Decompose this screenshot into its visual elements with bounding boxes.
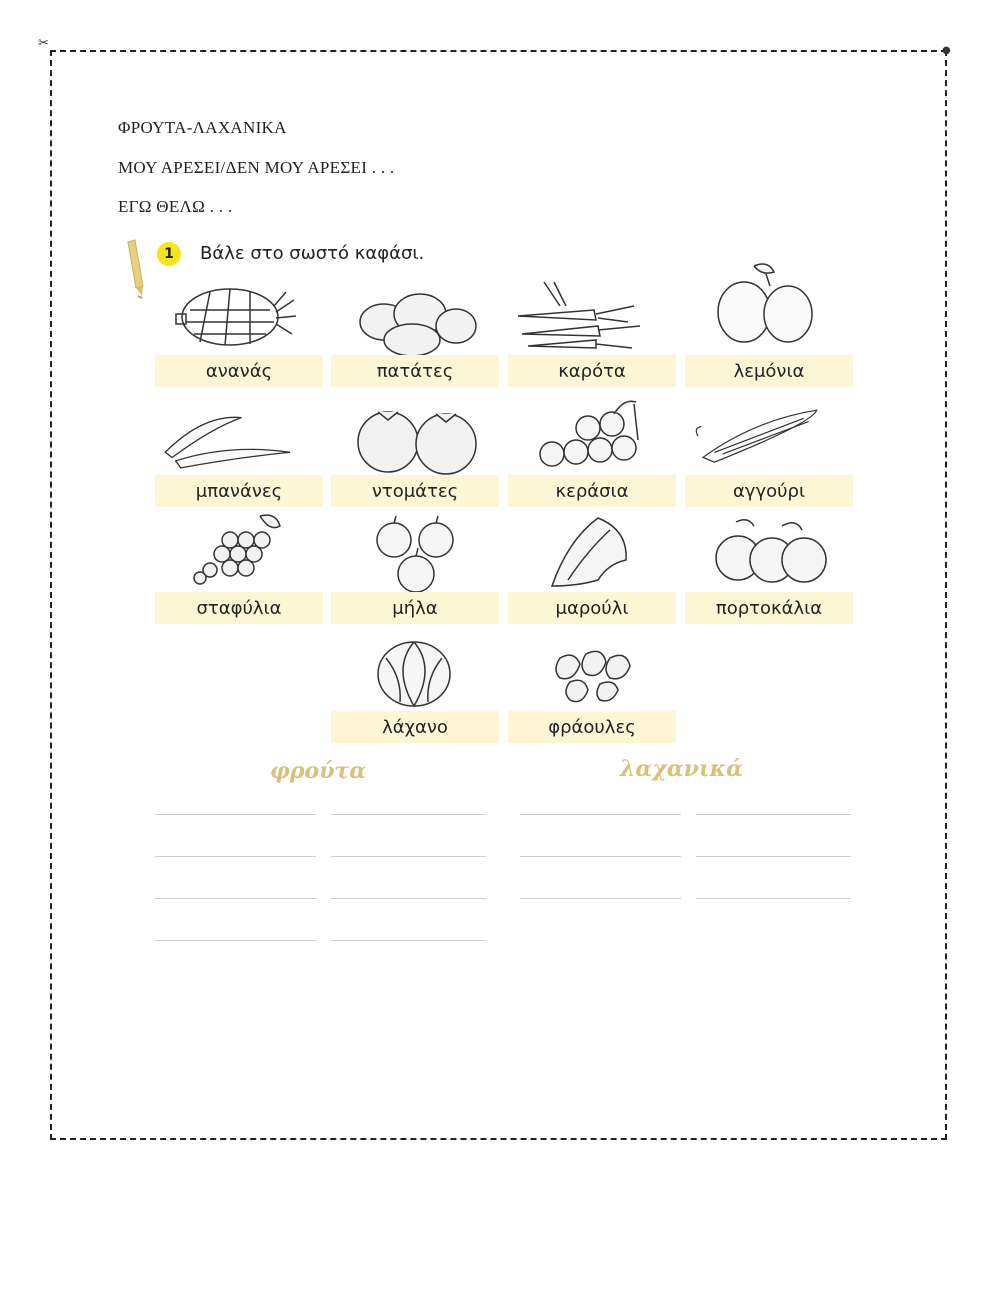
item-label-strawberries[interactable]: φράουλες [508, 711, 676, 743]
answer-line[interactable] [696, 814, 851, 815]
cherries-icon [524, 394, 654, 476]
pineapple-icon [170, 272, 300, 354]
exercise-number-badge: 1 [157, 242, 181, 266]
strawberries-icon [530, 628, 660, 710]
scissors-icon: ✂ [38, 36, 49, 51]
sheet-subtitle-likes: ΜΟΥ ΑΡΕΣΕΙ/ΔΕΝ ΜΟΥ ΑΡΕΣΕΙ . . . [118, 158, 395, 177]
item-label-cucumber[interactable]: αγγούρι [685, 475, 853, 507]
answer-line[interactable] [155, 940, 316, 941]
item-label-lettuce[interactable]: μαρούλι [508, 592, 676, 624]
item-label-oranges[interactable]: πορτοκάλια [685, 592, 853, 624]
answer-line[interactable] [155, 856, 316, 857]
pencil-icon [124, 238, 148, 304]
oranges-icon [706, 512, 836, 594]
lettuce-icon [528, 510, 658, 592]
carrots-icon [514, 276, 644, 358]
grapes-icon [180, 510, 310, 592]
answer-line[interactable] [155, 814, 316, 815]
exercise-instruction: Βάλε στο σωστό καφάσι. [200, 243, 425, 264]
cucumber-icon [690, 396, 820, 478]
answer-line[interactable] [520, 814, 681, 815]
item-label-pineapple[interactable]: ανανάς [155, 355, 323, 387]
apples-icon [352, 514, 482, 596]
item-label-cherries[interactable]: κεράσια [508, 475, 676, 507]
answer-line[interactable] [520, 898, 681, 899]
item-label-carrots[interactable]: καρότα [508, 355, 676, 387]
answer-line[interactable] [520, 856, 681, 857]
item-label-bananas[interactable]: μπανάνες [155, 475, 323, 507]
corner-mark-icon: ● [942, 45, 951, 56]
answer-line[interactable] [331, 898, 486, 899]
answer-line[interactable] [331, 856, 486, 857]
potatoes-icon [352, 280, 482, 362]
answer-line[interactable] [696, 898, 851, 899]
category-title-fruits: φρούτα [270, 758, 367, 784]
tomatoes-icon [352, 398, 482, 480]
sheet-title: ΦΡΟΥΤΑ-ΛΑΧΑΝΙΚΑ [118, 118, 287, 137]
item-label-potatoes[interactable]: πατάτες [331, 355, 499, 387]
bananas-icon [160, 400, 290, 482]
item-label-lemons[interactable]: λεμόνια [685, 355, 853, 387]
answer-line[interactable] [331, 814, 486, 815]
category-title-vegetables: λαχανικά [620, 756, 744, 782]
item-label-apples[interactable]: μήλα [331, 592, 499, 624]
sheet-subtitle-want: ΕΓΩ ΘΕΛΩ . . . [118, 197, 233, 216]
cabbage-icon [352, 628, 482, 710]
lemons-icon [706, 262, 836, 344]
item-label-tomatoes[interactable]: ντομάτες [331, 475, 499, 507]
item-label-cabbage[interactable]: λάχανο [331, 711, 499, 743]
answer-line[interactable] [331, 940, 486, 941]
item-label-grapes[interactable]: σταφύλια [155, 592, 323, 624]
answer-line[interactable] [696, 856, 851, 857]
answer-line[interactable] [155, 898, 316, 899]
